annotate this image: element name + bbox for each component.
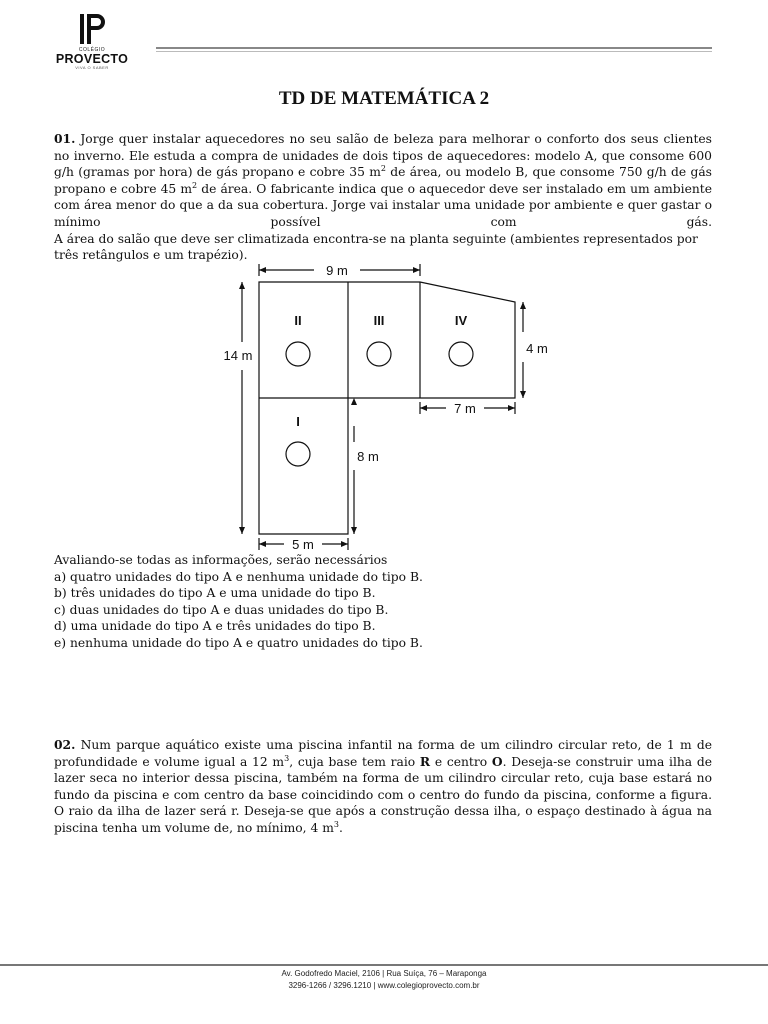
heater-circle-iv — [449, 342, 473, 366]
q1-sup-2: 2 — [192, 180, 198, 190]
question-2-paragraph — [54, 737, 712, 837]
school-logo — [46, 12, 138, 74]
q2-radius-symbol: R — [419, 753, 431, 769]
dim-inner-right-label: 7 m — [454, 401, 476, 416]
option-b: b) três unidades do tipo A e uma unidade do tipo B. — [54, 586, 376, 601]
header-divider-thin — [156, 51, 712, 52]
question-1-paragraph — [54, 131, 712, 231]
question-1-options — [54, 552, 423, 652]
dim-top-label: 9 m — [326, 263, 348, 278]
question-1-text — [54, 131, 712, 264]
option-a: a) quatro unidades do tipo A e nenhuma unidade do tipo B. — [54, 569, 423, 584]
footer-contact: 3296-1266 / 3296.1210 | www.colegioprovecto.com.br — [288, 981, 480, 990]
q1-text-1: Jorge quer instalar aquecedores no seu salão de beleza para melhorar o conforto dos seus clientes no inverno. Ele estuda a compra de unidades de dois tipos de aquecedores: modelo A, que consome 600 g/h (gramas por hora) de gás propano e cobre 35 m — [54, 132, 712, 180]
room-label-iii: III — [373, 313, 385, 328]
header-divider — [156, 47, 712, 49]
logo-tagline: VIVA O SABER — [75, 65, 109, 70]
option-c: c) duas unidades do tipo A e duas unidades do tipo B. — [54, 602, 389, 617]
q2-center-symbol: O — [491, 753, 503, 769]
dim-middle-label: 8 m — [357, 449, 379, 464]
logo-brand-text: PROVECTO — [55, 52, 129, 66]
dim-right-label: 4 m — [526, 341, 548, 356]
floor-plan-figure — [200, 258, 560, 558]
q2-text-4: . Deseja-se construir uma ilha de lazer seca no interior dessa piscina, também na forma de um cilindro circular reto, cuja base estará no fundo da piscina e com centro da base coincidindo com o centro do fundo da piscina, conforme a figura. O raio da ilha de lazer será r. Deseja-se que após a construção dessa ilha, o espaço destinado à água na piscina tenha um volume de, no mínimo, 4 m — [54, 754, 713, 835]
page-title: TD DE MATEMÁTICA 2 — [278, 88, 490, 109]
q1-sup-1: 2 — [380, 164, 386, 174]
q2-sup-2: 3 — [333, 819, 339, 829]
question-1-plan-intro: A área do salão que deve ser climatizada encontra-se na planta seguinte (ambientes representados por três retângulos e um trapézio). — [54, 231, 698, 263]
heater-circle-i — [286, 442, 310, 466]
room-label-ii: II — [294, 313, 302, 328]
question-1-number: 01. — [54, 131, 76, 146]
footer-divider — [0, 964, 768, 966]
heater-circle-ii — [286, 342, 310, 366]
q1-text-2: de área, ou modelo B, que consome 750 g/h de gás propano e cobre 45 m — [54, 165, 712, 196]
room-label-iv: IV — [454, 313, 468, 328]
option-e: e) nenhuma unidade do tipo A e quatro unidades do tipo B. — [54, 635, 423, 650]
heater-circle-iii — [367, 342, 391, 366]
logo-small-text: COLÉGIO — [78, 47, 106, 53]
q1-text-3: de área. O fabricante indica que o aquecedor deve ser instalado em um ambiente com área menor do que a da sua cobertura. Jorge vai instalar uma unidade por ambiente e quer gastar o mínimo possível com gás. — [54, 181, 713, 229]
question-1-prompt: Avaliando-se todas as informações, serão necessários — [54, 553, 388, 567]
q2-sup-1: 3 — [284, 753, 290, 763]
q2-text-5: . — [338, 820, 343, 835]
q2-text-2: , cuja base tem raio — [289, 754, 420, 769]
dim-left-label: 14 m — [223, 348, 253, 363]
q2-text-3: e centro — [430, 754, 492, 769]
room-label-i: I — [296, 414, 300, 429]
question-2-text — [54, 737, 712, 837]
footer-address: Av. Godofredo Maciel, 2106 | Rua Suíça, 76 – Maraponga — [281, 969, 487, 978]
dim-bottom-label: 5 m — [292, 537, 314, 552]
option-d: d) uma unidade do tipo A e três unidades do tipo B. — [54, 619, 376, 634]
q2-text-1: Num parque aquático existe uma piscina infantil na forma de um cilindro circular reto, de 1 m de profundidade e volume igual a 12 m — [54, 738, 712, 769]
question-2-number: 02. — [54, 737, 76, 752]
provecto-logo-icon — [77, 12, 107, 46]
